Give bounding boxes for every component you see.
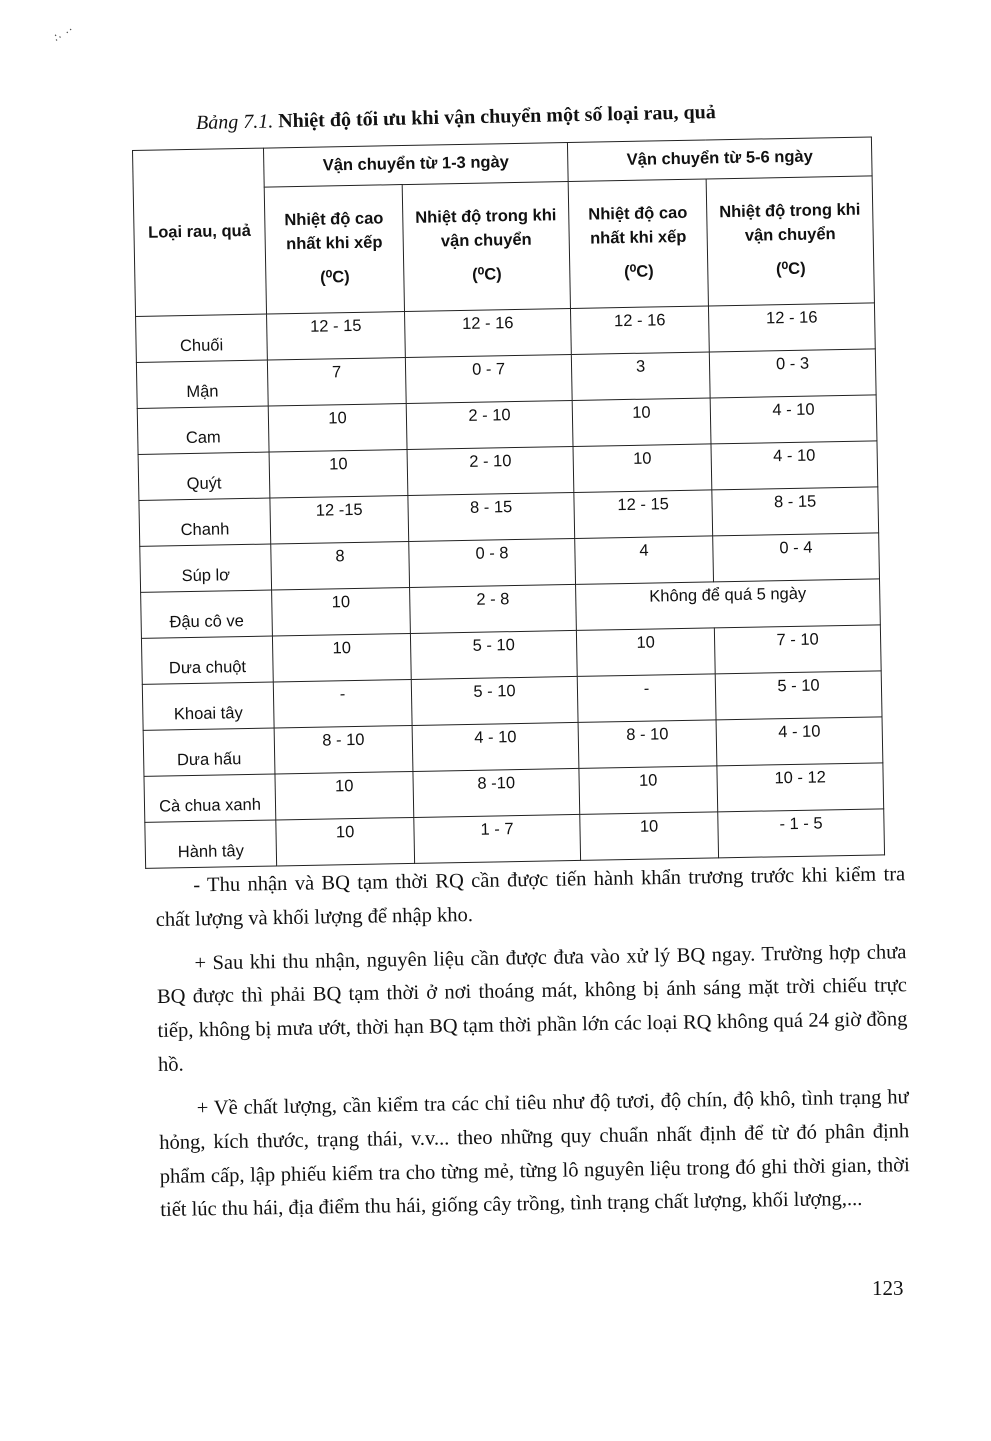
table-cell: 4 - 10 [711,441,878,490]
table-cell: 8 - 15 [712,487,879,536]
table-cell: 10 [272,633,411,682]
table-cell: - 1 - 5 [718,809,885,858]
paragraph: - Thu nhận và BQ tạm thời RQ cần được tiến hành khẩn trương trước khi kiểm tra chất lượng và khối lượng để nhập kho. [155,863,906,931]
table-cell: 12 - 15 [267,312,406,361]
table-cell: 7 - 10 [714,625,881,674]
caption-label: Bảng 7.1. [195,110,274,134]
produce-name: Dưa hấu [143,728,275,776]
table-cell: 2 - 10 [407,446,574,495]
table-cell: 5 - 10 [411,676,578,725]
unit-label: (⁰C) [623,262,654,281]
table-cell: 8 [271,541,410,590]
table-cell: 10 [579,766,718,815]
produce-name: Chuối [136,314,268,362]
table-cell: 0 - 7 [406,354,573,403]
unit-label: (⁰C) [775,259,806,279]
table-cell: 5 - 10 [411,630,578,679]
group-header-1-3-days: Vận chuyển từ 1-3 ngày [263,143,568,188]
page-number: 123 [872,1276,904,1300]
table-cell: 10 [572,398,711,447]
table-cell: 8 - 10 [578,720,717,769]
produce-name: Súp lơ [140,544,272,592]
body-text [155,858,911,1238]
table-cell: 4 [575,536,714,585]
table-cell: 12 - 15 [574,490,713,539]
produce-name: Quýt [138,452,270,500]
table-caption [196,99,836,135]
table-container [132,136,885,868]
table-cell: 4 - 10 [412,722,579,771]
table-cell: 8 -10 [413,768,580,817]
table-cell: 12 - 16 [570,306,709,355]
caption-title: Nhiệt độ tối ưu khi vận chuyển một số loại rau, quả [277,101,716,133]
table-cell: - [577,674,716,723]
produce-name: Khoai tây [142,682,274,730]
group-header-5-6-days: Vận chuyển từ 5-6 ngày [567,137,872,182]
table-cell: 10 [268,404,407,453]
table-cell: 0 - 8 [409,538,576,587]
table-cell: 10 [269,450,408,499]
unit-label: (⁰C) [471,265,502,284]
table-cell: - [273,679,412,728]
table-cell: 0 - 3 [709,349,876,398]
paragraph: + Sau khi thu nhận, nguyên liệu cần được đưa vào xử lý BQ ngay. Trường hợp chưa BQ được thì phải BQ tạm thời ở nơi thoáng mát, không bị ánh sáng mặt trời chiếu trực tiếp, không bị mưa ướt, thời hạn BQ tạm thời phần lớn các loại RQ không quá 24 giờ đồng hồ. [156,940,908,1077]
table-cell: 10 [573,444,712,493]
table-cell: 4 - 10 [716,717,883,766]
temperature-table [132,136,885,868]
table-cell: 8 - 15 [408,492,575,541]
subheader-max-loading-temp: Nhiệt độ cao nhất khi xếp (⁰C) [264,185,404,315]
subheader-transport-temp: Nhiệt độ trong khi vận chuyển (⁰C) [706,176,874,306]
table-cell: 10 [580,812,719,861]
table-cell: 10 [275,771,414,820]
unit-label: (⁰C) [320,267,350,287]
paragraph: + Về chất lượng, cần kiểm tra các chỉ tiêu như độ tươi, độ chín, độ khô, tình trạng hư hỏng, kích thước, trạng thái, v.v... theo những quy chuẩn nhất định để từ đó phân định phẩm cấp, lập phiếu kiểm tra cho từng mẻ, từng lô nguyên liệu trong đó ghi thời gian, thời tiết lúc thu hái, địa điểm thu hái, giống cây trồng, tình trạng chất lượng, khối lượng,... [159,1086,910,1222]
produce-name: Cà chua xanh [144,774,276,822]
table-cell: 0 - 4 [713,533,880,582]
subheader-transport-temp: Nhiệt độ trong khi vận chuyển (⁰C) [402,182,570,312]
row-header: Loại rau, quả [133,148,267,316]
merged-note-cell: Không để quá 5 ngày [576,579,881,631]
table-cell: 4 - 10 [710,395,877,444]
produce-name: Hành tây [145,820,277,868]
produce-name: Đậu cô ve [141,590,273,638]
table-cell: 1 - 7 [414,814,581,863]
table-cell: 2 - 8 [410,584,577,633]
table-cell: 8 - 10 [274,725,413,774]
table-cell: 7 [267,358,406,407]
table-cell: 12 - 16 [709,303,876,352]
corner-mark: ∴ .. [50,20,76,45]
produce-name: Dưa chuột [141,636,273,684]
table-cell: 5 - 10 [715,671,882,720]
table-cell: 10 [272,587,411,636]
table-cell: 10 - 12 [717,763,884,812]
table-cell: 10 [576,628,715,677]
table-cell: 2 - 10 [406,400,573,449]
table-cell: 10 [276,817,415,866]
table-cell: 12 - 16 [405,308,572,357]
table-cell: 12 -15 [270,495,409,544]
subheader-max-loading-temp: Nhiệt độ cao nhất khi xếp (⁰C) [568,179,708,309]
table-cell: 3 [571,352,710,401]
produce-name: Chanh [139,498,271,546]
produce-name: Mận [136,360,268,408]
produce-name: Cam [137,406,269,454]
